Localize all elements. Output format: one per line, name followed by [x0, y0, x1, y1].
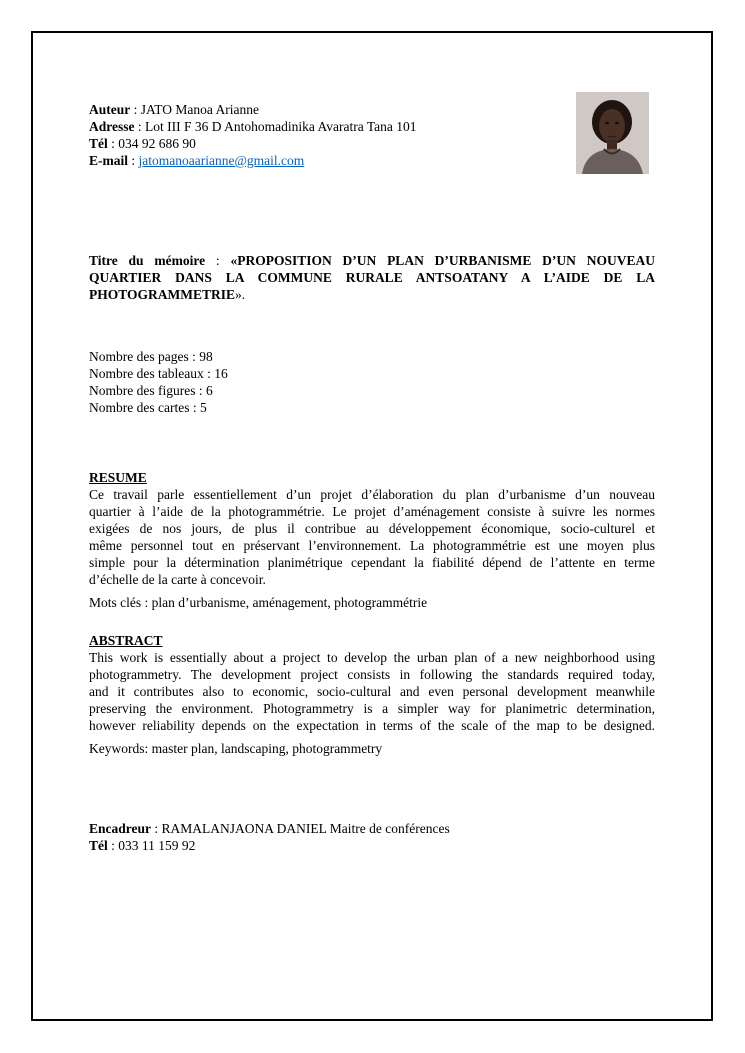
abstract-line: This work is essentially about a project to develop the urban plan of a new neighborhood using — [89, 650, 655, 665]
address-line: Adresse : Lot III F 36 D Antohomadinika Avaratra Tana 101 — [89, 119, 417, 134]
resume-line: quartier à l’aide de la photogrammétrie. Le projet d’aménagement consiste à suivre les normes — [89, 504, 655, 519]
supervisor-phone-line: Tél : 033 11 159 92 — [89, 838, 196, 853]
address-value: Lot III F 36 D Antohomadinika Avaratra Tana 101 — [145, 119, 417, 134]
abstract-keywords: Keywords: master plan, landscaping, photogrammetry — [89, 741, 383, 756]
resume-line: simple pour la détermination planimétrique cependant la fiabilité dépend de l’attente en terme — [89, 555, 655, 570]
document-stats — [89, 348, 655, 416]
abstract-line: photogrammetry. The development project consists in following the standards required today, — [89, 667, 655, 682]
supervisor-line: Encadreur : RAMALANJAONA DANIEL Maitre de conférences — [89, 821, 450, 836]
email-label: E-mail — [89, 153, 128, 168]
abstract-line: preserving the environment. Photogrammetry is a simpler way for planimetric determination, — [89, 701, 655, 716]
title-label: Titre du mémoire — [89, 253, 206, 268]
title-end: ». — [235, 287, 246, 302]
abstract-line: however reliability depends on the expectation in terms of the scale of the map to be designed. — [89, 718, 655, 733]
email-line: E-mail : jatomanoaarianne@gmail.com — [89, 153, 305, 168]
phone-value: 034 92 686 90 — [118, 136, 196, 151]
supervisor-block — [89, 820, 655, 854]
title-line-3 — [89, 286, 655, 303]
author-photo — [576, 92, 649, 174]
resume-line: d’échelle de la carte à concevoir. — [89, 572, 266, 587]
title-text-2: QUARTIER DANS LA COMMUNE RURALE ANTSOATANY A L’AIDE DE LA — [89, 270, 655, 285]
resume-keywords: Mots clés : plan d’urbanisme, aménagement, photogrammétrie — [89, 595, 428, 610]
stat-maps: Nombre des cartes : 5 — [89, 400, 207, 415]
resume-section — [89, 469, 655, 611]
abstract-section — [89, 632, 655, 757]
author-name: JATO Manoa Arianne — [140, 102, 259, 117]
title-text-1: «PROPOSITION D’UN PLAN D’URBANISME D’UN NOUVEAU — [230, 253, 655, 268]
thesis-title — [89, 252, 655, 303]
stat-tables: Nombre des tableaux : 16 — [89, 366, 228, 381]
title-line-2 — [89, 269, 655, 286]
address-label: Adresse — [89, 119, 135, 134]
abstract-line: and it contributes also to economic, socio-cultural and even personal development meanwhile — [89, 684, 655, 699]
resume-paragraph — [89, 486, 655, 588]
supervisor-name: RAMALANJAONA DANIEL Maitre de conférences — [161, 821, 450, 836]
abstract-heading: ABSTRACT — [89, 633, 163, 648]
resume-line: exigées de nos jours, de plus il contribue au développement économique, socio-culturel et — [89, 521, 655, 536]
stat-figures: Nombre des figures : 6 — [89, 383, 213, 398]
stat-pages: Nombre des pages : 98 — [89, 349, 213, 364]
author-block — [89, 101, 655, 169]
supervisor-label: Encadreur — [89, 821, 152, 836]
supervisor-phone-value: 033 11 159 92 — [118, 838, 196, 853]
resume-heading: RESUME — [89, 470, 147, 485]
abstract-paragraph — [89, 649, 655, 734]
supervisor-phone-label: Tél — [89, 838, 108, 853]
resume-line: même personnel tout en préservant l’environnement. La photogrammétrie est une moyen plus — [89, 538, 655, 553]
resume-line: Ce travail parle essentiellement d’un projet d’élaboration du plan d’urbanisme d’un nouveau — [89, 487, 655, 502]
email-link[interactable]: jatomanoaarianne@gmail.com — [138, 153, 305, 168]
phone-label: Tél — [89, 136, 108, 151]
author-line: Auteur : JATO Manoa Arianne — [89, 102, 259, 117]
phone-line: Tél : 034 92 686 90 — [89, 136, 196, 151]
author-label: Auteur — [89, 102, 131, 117]
title-text-3: PHOTOGRAMMETRIE — [89, 287, 236, 302]
title-line-1: Titre du mémoire : «PROPOSITION D’UN PLAN D’URBANISME D’UN NOUVEAU — [89, 253, 655, 268]
